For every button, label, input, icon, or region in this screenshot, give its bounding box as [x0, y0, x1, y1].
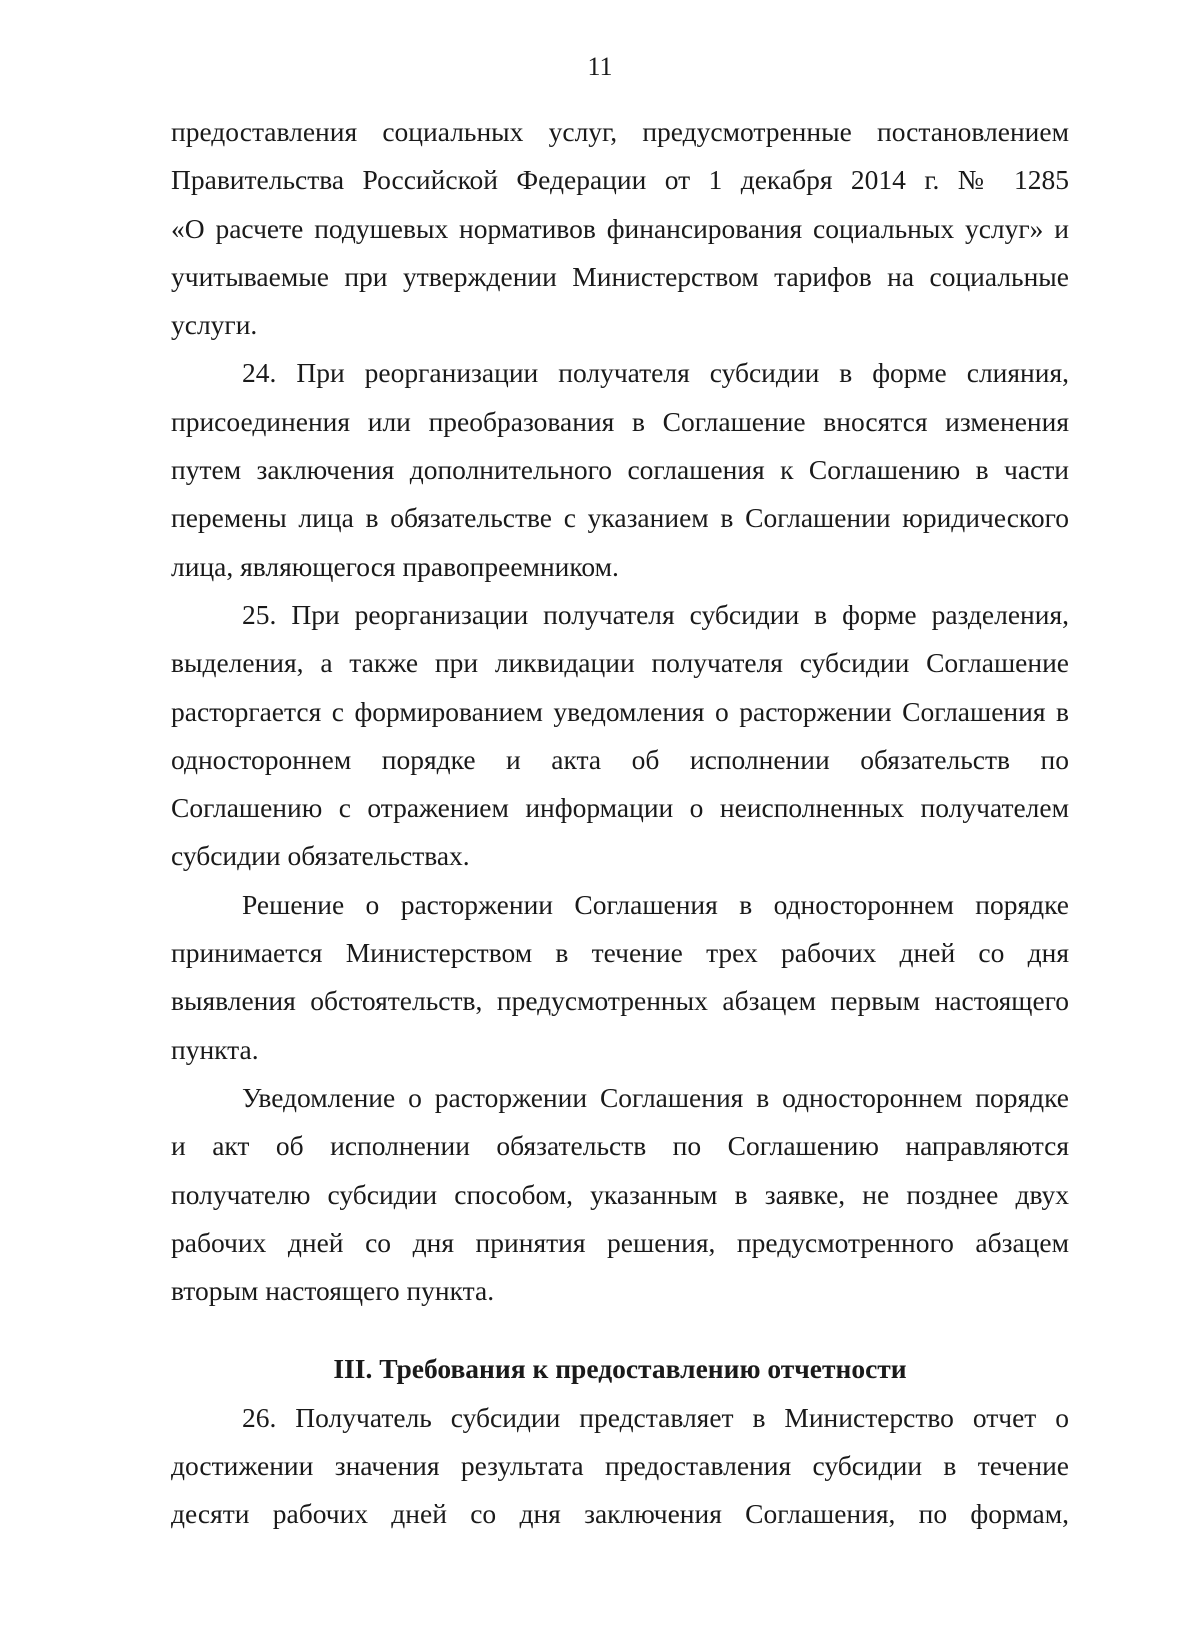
- paragraph-item-25: [171, 591, 1069, 881]
- text-line: «О расчете подушевых нормативов финансирования социальных услуг» и: [171, 212, 1069, 244]
- text-line: рабочих дней со дня принятия решения, предусмотренного абзацем: [171, 1226, 1069, 1258]
- text-line: расторгается с формированием уведомления о расторжении Соглашения в: [171, 695, 1069, 727]
- text-line: выявления обстоятельств, предусмотренных абзацем первым настоящего: [171, 985, 1069, 1017]
- text-line: Решение о расторжении Соглашения в одностороннем порядке: [242, 888, 1069, 920]
- text-line: принимается Министерством в течение трех рабочих дней со дня: [171, 937, 1069, 969]
- text-line: десяти рабочих дней со дня заключения Соглашения, по формам,: [171, 1498, 1069, 1530]
- section-heading: III. Требования к предоставлению отчетности: [333, 1353, 907, 1385]
- paragraph-notification: [171, 1074, 1069, 1315]
- text-line: Соглашению с отражением информации о неисполненных получателем: [171, 792, 1069, 824]
- text-line: учитываемые при утверждении Министерством тарифов на социальные: [171, 260, 1069, 292]
- text-line: субсидии обязательствах.: [171, 840, 470, 872]
- text-line: выделения, а также при ликвидации получателя субсидии Соглашение: [171, 647, 1069, 679]
- paragraph-continuation: [171, 108, 1069, 349]
- text-line: получателю субсидии способом, указанным в заявке, не позднее двух: [171, 1178, 1069, 1210]
- paragraph-item-24: [171, 349, 1069, 590]
- text-line: одностороннем порядке и акта об исполнении обязательств по: [171, 743, 1069, 775]
- text-line: присоединения или преобразования в Соглашение вносятся изменения: [171, 405, 1069, 437]
- text-line: 24. При реорганизации получателя субсидии в форме слияния,: [242, 357, 1069, 389]
- text-line: 26. Получатель субсидии представляет в Министерство отчет о: [242, 1401, 1069, 1433]
- text-line: лица, являющегося правопреемником.: [171, 550, 619, 582]
- text-line: услуги.: [171, 309, 258, 341]
- text-line: вторым настоящего пункта.: [171, 1275, 495, 1307]
- text-line: перемены лица в обязательстве с указанием в Соглашении юридического: [171, 502, 1069, 534]
- text-line: путем заключения дополнительного соглашения к Соглашению в части: [171, 454, 1069, 486]
- text-line: Уведомление о расторжении Соглашения в одностороннем порядке: [242, 1081, 1069, 1113]
- page-number: 11: [587, 52, 613, 81]
- text-line: достижении значения результата предоставления субсидии в течение: [171, 1450, 1069, 1482]
- paragraph-item-26: [171, 1394, 1069, 1539]
- paragraph-decision: [171, 881, 1069, 1074]
- text-line: предоставления социальных услуг, предусмотренные постановлением: [171, 116, 1069, 147]
- text-line: 25. При реорганизации получателя субсидии в форме разделения,: [242, 598, 1069, 630]
- document-body: [171, 108, 1069, 1539]
- section-spacer: [171, 1315, 1069, 1345]
- text-line: и акт об исполнении обязательств по Соглашению направляются: [171, 1130, 1069, 1162]
- text-line: Правительства Российской Федерации от 1 декабря 2014 г. № 1285: [171, 164, 1069, 196]
- text-line: пункта.: [171, 1033, 259, 1065]
